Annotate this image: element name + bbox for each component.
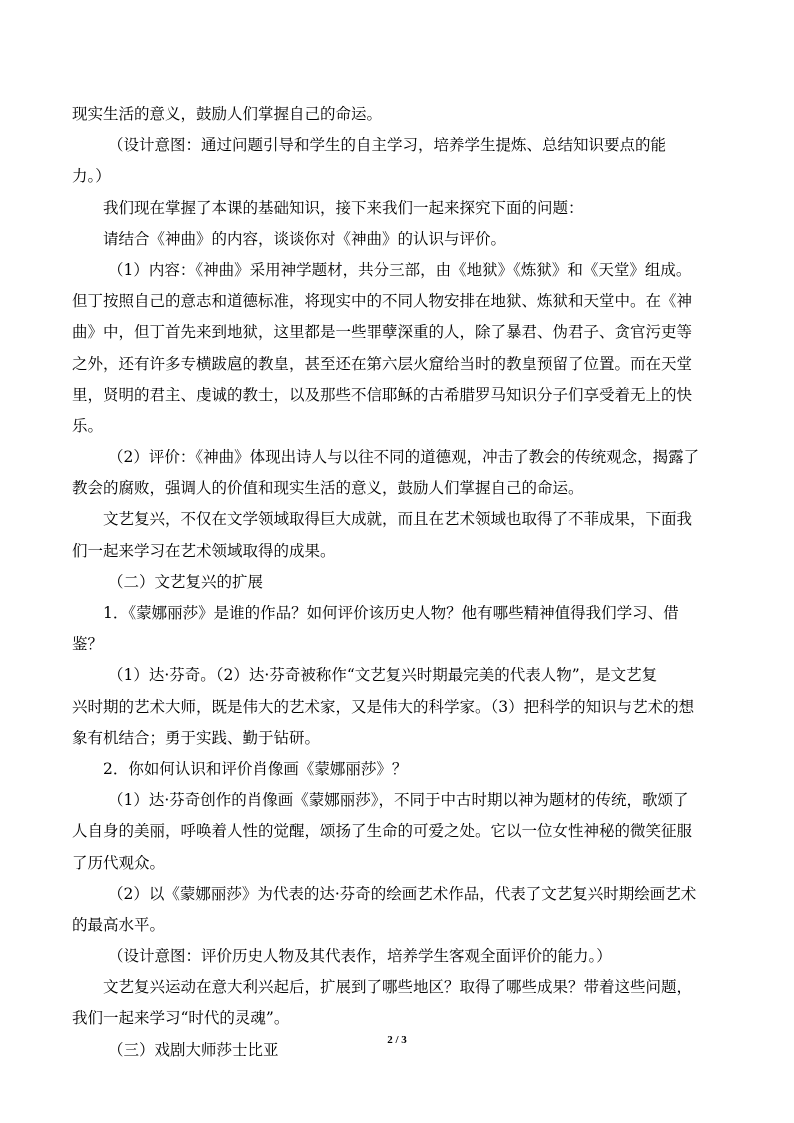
text-line: 的最高水平。: [72, 915, 166, 934]
question-line: 2．你如何认识和评价肖像画《蒙娜丽莎》？: [103, 759, 408, 778]
text-line: 们一起来学习在艺术领域取得的成果。: [72, 541, 336, 560]
question-line: 1．《蒙娜丽莎》是谁的作品？如何评价该历史人物？他有哪些精神值得我们学习、借: [103, 604, 679, 622]
text-line: 鉴？: [72, 635, 104, 654]
text-line: 里，贤明的君主、虔诚的教士，以及那些不信耶稣的古希腊罗马知识分子们享受着无上的快: [72, 385, 693, 404]
text-line: （1）内容：《神曲》采用神学题材，共分三部，由《地狱》《炼狱》和《天堂》组成。: [108, 260, 692, 279]
text-line: 乐。: [72, 416, 104, 435]
text-line: （1）达·芬奇。（2）达·芬奇被称作“文艺复兴时期最完美的代表人物”，是文艺复: [108, 666, 658, 685]
section-heading: （三）戏剧大师莎士比亚: [108, 1040, 279, 1059]
text-line: 教会的腐败，强调人的价值和现实生活的意义，鼓励人们掌握自己的命运。: [72, 479, 584, 498]
text-line: 文艺复兴，不仅在文学领域取得巨大成就，而且在艺术领域也取得了不菲成果，下面我: [103, 510, 693, 529]
text-line: （2）评价：《神曲》体现出诗人与以往不同的道德观，冲击了教会的传统观念，揭露了: [108, 448, 700, 467]
text-line: 但丁按照自己的意志和道德标准，将现实中的不同人物安排在地狱、炼狱和天堂中。在《神: [72, 292, 693, 311]
text-line: 我们一起来学习“时代的灵魂”。: [72, 1009, 290, 1028]
text-line: 请结合《神曲》的内容，谈谈你对《神曲》的认识与评价。: [103, 229, 507, 248]
text-line: 我们现在掌握了本课的基础知识，接下来我们一起来探究下面的问题：: [103, 198, 584, 217]
text-line: （2）以《蒙娜丽莎》为代表的达·芬奇的绘画艺术作品，代表了文艺复兴时期绘画艺术: [108, 884, 697, 903]
text-line: 兴时期的艺术大师，既是伟大的艺术家，又是伟大的科学家。（3）把科学的知识与艺术的想: [72, 697, 695, 716]
text-line: 文艺复兴运动在意大利兴起后，扩展到了哪些地区？取得了哪些成果？带着这些问题，: [103, 978, 693, 997]
text-line: （设计意图：通过问题引导和学生的自主学习，培养学生提炼、总结知识要点的能: [108, 136, 667, 155]
text-line: （设计意图：评价历史人物及其代表作，培养学生客观全面评价的能力。）: [108, 947, 612, 966]
text-line: 了历代观众。: [72, 853, 166, 872]
text-line: （1）达·芬奇创作的肖像画《蒙娜丽莎》，不同于中古时期以神为题材的传统，歌颂了: [108, 791, 689, 810]
text-line: 之外，还有许多专横跋扈的教皇，甚至还在第六层火窟给当时的教皇预留了位置。而在天堂: [72, 354, 693, 373]
document-body: [72, 99, 724, 1066]
text-line: 象有机结合；勇于实践、勤于钻研。: [72, 728, 321, 747]
text-line: 人自身的美丽，呼唤着人性的觉醒，颂扬了生命的可爱之处。它以一位女性神秘的微笑征服: [72, 822, 693, 841]
text-line: 力。）: [72, 167, 111, 186]
page-number: 2 / 3: [387, 1034, 407, 1046]
text-line: 现实生活的意义，鼓励人们掌握自己的命运。: [72, 105, 383, 123]
text-line: 曲》中，但丁首先来到地狱，这里都是一些罪孽深重的人，除了暴君、伪君子、贪官污吏等: [72, 323, 693, 342]
section-heading: （二）文艺复兴的扩展: [108, 572, 264, 591]
